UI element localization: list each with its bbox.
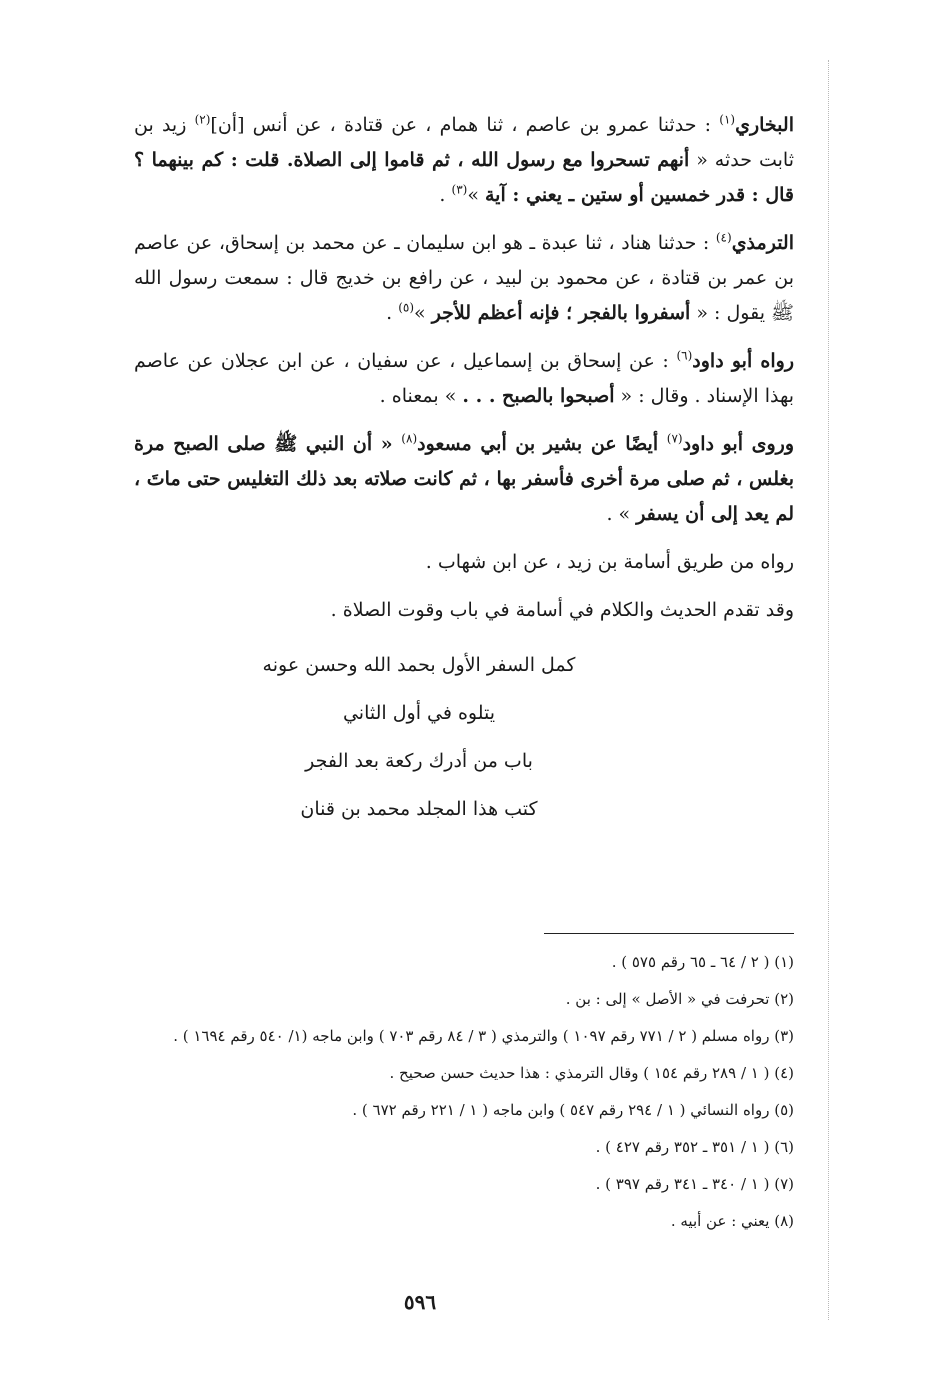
- text-run: أصبحوا بالصبح . . .: [462, 385, 615, 407]
- footnote-marker: (١): [719, 112, 736, 127]
- footnote-separator: [544, 933, 794, 934]
- text-line-previous-discussion: وقد تقدم الحديث والكلام في أسامة في باب وقوت الصلاة .: [330, 599, 794, 621]
- footnotes: [74, 944, 794, 1240]
- text-run: أيضًا عن بشير بن أبي مسعود: [417, 433, 667, 455]
- paragraph-abu-dawud-second: [134, 427, 794, 532]
- footnote: (٧) ( ١ / ٣٤٠ ـ ٣٤١ رقم ٣٩٧ ) .: [595, 1175, 794, 1193]
- colophon: [134, 641, 794, 833]
- text-run: : حدثنا عمرو بن عاصم ، ثنا همام ، عن قتادة ، عن أنس [أن]: [210, 114, 720, 136]
- text-run: : حدثنا هناد ، ثنا عبدة ـ هو ابن سليمان ـ عن محمد بن إسحاق، عن عاصم بن عمر بن قتادة ، عن محمود بن لبيد ، عن رافع بن خديج قال : سمعت رسول الله ﷺ يقول : «: [134, 232, 794, 324]
- text-line-usama: رواه من طريق أسامة بن زيد ، عن ابن شهاب .: [425, 551, 794, 573]
- footnote-marker: (٣): [451, 182, 468, 197]
- footnote-marker: (٤): [715, 230, 732, 245]
- text-run: : عن إسحاق بن إسماعيل ، عن سفيان ، عن ابن عجلان عن عاصم بهذا الإسناد . وقال : «: [134, 350, 794, 407]
- footnote: (٤) ( ١ / ٢٨٩ رقم ١٥٤ ) وقال الترمذي : هذا حديث حسن صحيح .: [389, 1064, 794, 1082]
- footnote: (٦) ( ١ / ٣٥١ ـ ٣٥٢ رقم ٤٢٧ ) .: [595, 1138, 794, 1156]
- footnote-marker: (٥): [398, 300, 415, 315]
- text-run: الترمذي: [731, 232, 794, 254]
- footnote-marker: (٧): [666, 431, 683, 446]
- colophon-line: كمل السفر الأول بحمد الله وحسن عونه: [262, 654, 576, 676]
- footnote: (١) ( ٢ / ٦٤ ـ ٦٥ رقم ٥٧٥ ) .: [611, 953, 794, 971]
- footnote-marker: (٢): [194, 112, 211, 127]
- footnote-marker: (٦): [676, 348, 693, 363]
- text-run: رواه أبو داود: [692, 350, 794, 372]
- text-run: زيد بن ثابت حدثه «: [134, 114, 794, 171]
- footnote: (٥) رواه النسائي ( ١ / ٢٩٤ رقم ٥٤٧ ) وابن ماجه ( ١ / ٢٢١ رقم ٦٧٢ ) .: [352, 1101, 794, 1119]
- paragraph-tirmidhi: [134, 226, 794, 331]
- footnote: (٢) تحرفت في « الأصل » إلى : بن .: [565, 990, 794, 1008]
- text-run: أسفروا بالفجر ؛ فإنه أعظم للأجر: [431, 302, 691, 324]
- text-run: » بمعناه .: [379, 385, 463, 407]
- footnote: (٣) رواه مسلم ( ٢ / ٧٧١ رقم ١٠٩٧ ) والترمذي ( ٣ / ٨٤ رقم ٧٠٣ ) وابن ماجه (١/ ٥٤٠ رقم ١٦٩٤ ) .: [173, 1027, 794, 1045]
- text-run: »: [414, 302, 432, 324]
- text-run: « أن النبي ﷺ صلى الصبح مرة بغلس ، ثم صلى مرة أخرى فأسفر بها ، ثم كانت صلاته بعد ذلك التغليس حتى ماتَ ، لم يعد إلى أن يسفر: [134, 433, 794, 525]
- text-run: أنهم تسحروا مع رسول الله ، ثم قاموا إلى الصلاة. قلت : كم بينهما ؟ قال : قدر خمسين أو ستين ـ يعني : آية: [134, 149, 794, 206]
- text-run: البخاري: [735, 114, 794, 136]
- text-run: .: [439, 184, 452, 206]
- margin-dotted-line: [828, 60, 829, 1320]
- text-run: » .: [606, 503, 637, 525]
- paragraph-bukhari: [134, 108, 794, 213]
- main-text: [134, 108, 794, 833]
- colophon-line: باب من أدرك ركعة بعد الفجر: [305, 750, 533, 772]
- footnote-marker: (٨): [401, 431, 418, 446]
- colophon-line: يتلوه في أول الثاني: [342, 702, 496, 724]
- text-run: .: [386, 302, 399, 324]
- text-run: »: [467, 184, 485, 206]
- colophon-line: كتب هذا المجلد محمد بن قنان: [300, 798, 538, 820]
- page-number: ٥٩٦: [403, 1290, 437, 1314]
- text-run: وروى أبو داود: [682, 433, 795, 455]
- footnote: (٨) يعني : عن أبيه .: [670, 1212, 794, 1230]
- paragraph-abu-dawud: [134, 344, 794, 414]
